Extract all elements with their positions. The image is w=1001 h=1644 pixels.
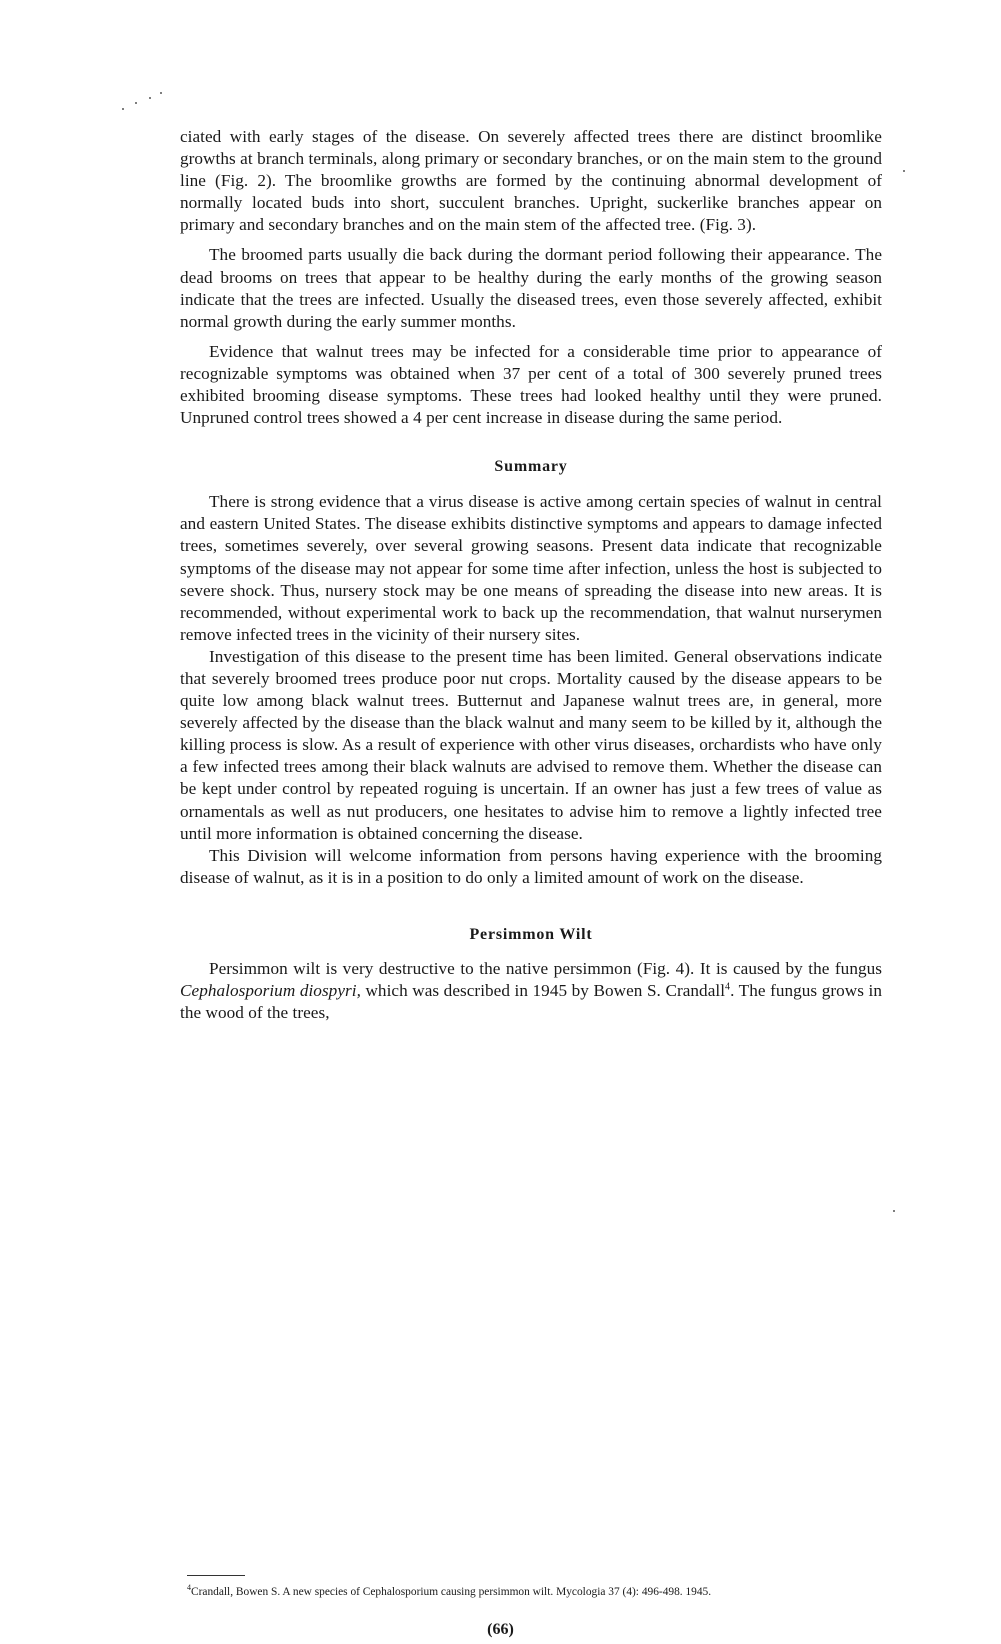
persimmon-text-1: Persimmon wilt is very destructive to the native persimmon (Fig. 4). It is caused by the fungus (209, 958, 882, 978)
summary-paragraph-2: Investigation of this disease to the present time has been limited. General observations indicate that severely broomed trees produce poor nut crops. Mortality caused by the disease appears to be quite low among black walnut trees. Butternut and Japanese walnut trees are, in general, more severely affected by the disease than the black walnut and many seem to be killed by it, although the killing process is slow. As a result of experience with other virus diseases, orchardists who have only a few infected trees among their black walnuts are advised to remove them. Whether the disease can be kept under control by repeated roguing is uncertain. If an owner has just a few trees of value as ornamentals as well as nut producers, one hesitates to advise him to remove a lightly infected tree until more information is obtained concerning the disease. (180, 646, 882, 843)
document-body (180, 126, 882, 1024)
persimmon-wilt-paragraph (180, 958, 882, 1024)
latent-infection-paragraph: Evidence that walnut trees may be infected for a considerable time prior to appearance of recognizable symptoms was obtained when 37 per cent of a total of 300 severely pruned trees exhibited brooming disease symptoms. These trees had looked healthy until they were pruned. Unpruned control trees showed a 4 per cent increase in disease during the same period. (180, 341, 882, 428)
persimmon-text-2: which was described in 1945 by Bowen S. Crandall (360, 981, 726, 1000)
scan-speck (903, 170, 905, 172)
summary-paragraph-1: There is strong evidence that a virus disease is active among certain species of walnut in central and eastern United States. The disease exhibits distinctive symptoms and appears to damage infected trees, sometimes severely, over several growing seasons. Present data indicate that recognizable symptoms of the disease may not appear for some time after infection, unless the host is subjected to severe shock. Thus, nursery stock may be one means of spreading the disease into new areas. It is recommended, without experimental work to back up the recommendation, that walnut nurserymen remove infected trees in the vicinity of their nursery sites. (180, 492, 882, 644)
continued-paragraph: ciated with early stages of the disease. On severely affected trees there are distinct broomlike growths at branch terminals, along primary or secondary branches, or on the main stem to the ground line (Fig. 2). The broomlike growths are formed by the continuing abnormal development of normally located buds into short, succulent branches. Upright, suckerlike branches appear on primary and secondary branches and on the main stem of the affected tree. (Fig. 3). (180, 127, 882, 235)
persimmon-wilt-heading: Persimmon Wilt (469, 925, 593, 943)
page-number: (66) (487, 1621, 514, 1638)
fungus-species-name: Cephalosporium diospyri, (180, 981, 361, 1000)
footnote-marker: 4 (187, 1583, 191, 1593)
scan-speck (122, 108, 124, 110)
footnote-reference: 4 (725, 981, 731, 993)
scan-speck (149, 97, 151, 99)
brooming-dieback-paragraph: The broomed parts usually die back during the dormant period following their appearance. The dead brooms on trees that appear to be healthy during the early months of the growing season indicate that the trees are infected. Usually the diseased trees, even those severely affected, exhibit normal growth during the early summer months. (180, 245, 882, 331)
scan-speck (135, 102, 137, 104)
footnote-rule (187, 1575, 245, 1576)
summary-paragraph-3: This Division will welcome information from persons having experience with the brooming disease of walnut, as it is in a position to do only a limited amount of work on the disease. (180, 845, 882, 887)
scan-speck (893, 1210, 895, 1212)
scan-speck (160, 92, 162, 94)
footnote-text: Crandall, Bowen S. A new species of Cephalosporium causing persimmon wilt. Mycologia 37 (4): 496-498. 1945. (191, 1586, 712, 1598)
summary-heading: Summary (494, 458, 568, 476)
persimmon-text-3: . The fungus grows in the wood of the trees, (180, 981, 882, 1023)
footnote (187, 1583, 887, 1599)
